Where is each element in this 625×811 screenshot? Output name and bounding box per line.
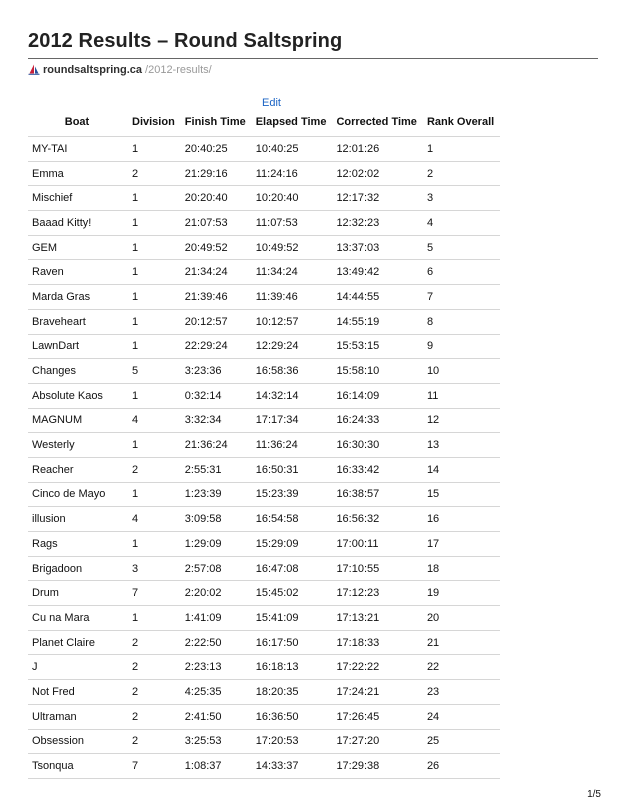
table-row — [28, 729, 500, 754]
cell-finish-time: 21:39:46 — [181, 285, 252, 310]
cell-rank-overall: 14 — [423, 457, 500, 482]
cell-boat-name: J — [28, 655, 128, 680]
cell-finish-time: 2:57:08 — [181, 556, 252, 581]
cell-finish-time: 22:29:24 — [181, 334, 252, 359]
cell-boat-name: Brigadoon — [28, 556, 128, 581]
title-divider — [28, 58, 598, 59]
cell-division: 2 — [128, 729, 181, 754]
cell-elapsed-time: 10:49:52 — [252, 235, 333, 260]
table-row — [28, 532, 500, 557]
cell-division: 1 — [128, 606, 181, 631]
table-row — [28, 507, 500, 532]
cell-corrected-time: 16:38:57 — [332, 482, 423, 507]
cell-elapsed-time: 10:12:57 — [252, 309, 333, 334]
cell-corrected-time: 17:27:20 — [332, 729, 423, 754]
cell-finish-time: 3:32:34 — [181, 408, 252, 433]
cell-division: 1 — [128, 186, 181, 211]
cell-elapsed-time: 17:20:53 — [252, 729, 333, 754]
page-number: 1/5 — [587, 789, 601, 800]
cell-finish-time: 21:36:24 — [181, 433, 252, 458]
cell-finish-time: 2:55:31 — [181, 457, 252, 482]
cell-boat-name: Planet Claire — [28, 630, 128, 655]
cell-corrected-time: 16:14:09 — [332, 383, 423, 408]
cell-finish-time: 3:23:36 — [181, 359, 252, 384]
source-url[interactable] — [28, 64, 212, 76]
cell-rank-overall: 17 — [423, 532, 500, 557]
cell-boat-name: Tsonqua — [28, 754, 128, 779]
cell-finish-time: 21:29:16 — [181, 161, 252, 186]
cell-rank-overall: 1 — [423, 137, 500, 162]
cell-rank-overall: 10 — [423, 359, 500, 384]
cell-boat-name: Absolute Kaos — [28, 383, 128, 408]
cell-division: 2 — [128, 457, 181, 482]
cell-corrected-time: 14:55:19 — [332, 309, 423, 334]
cell-boat-name: Cinco de Mayo — [28, 482, 128, 507]
cell-corrected-time: 15:58:10 — [332, 359, 423, 384]
cell-rank-overall: 11 — [423, 383, 500, 408]
table-row — [28, 482, 500, 507]
cell-boat-name: Marda Gras — [28, 285, 128, 310]
cell-finish-time: 20:49:52 — [181, 235, 252, 260]
cell-elapsed-time: 16:50:31 — [252, 457, 333, 482]
cell-boat-name: GEM — [28, 235, 128, 260]
cell-division: 1 — [128, 285, 181, 310]
cell-boat-name: Changes — [28, 359, 128, 384]
cell-boat-name: Braveheart — [28, 309, 128, 334]
cell-division: 7 — [128, 581, 181, 606]
cell-rank-overall: 24 — [423, 704, 500, 729]
cell-elapsed-time: 11:34:24 — [252, 260, 333, 285]
cell-elapsed-time: 11:39:46 — [252, 285, 333, 310]
table-row — [28, 235, 500, 260]
results-body — [28, 137, 500, 779]
cell-rank-overall: 13 — [423, 433, 500, 458]
source-path: /2012-results/ — [145, 64, 212, 76]
cell-division: 4 — [128, 507, 181, 532]
cell-finish-time: 2:41:50 — [181, 704, 252, 729]
table-row — [28, 137, 500, 162]
cell-division: 1 — [128, 532, 181, 557]
cell-boat-name: LawnDart — [28, 334, 128, 359]
cell-boat-name: Rags — [28, 532, 128, 557]
cell-rank-overall: 8 — [423, 309, 500, 334]
cell-elapsed-time: 14:33:37 — [252, 754, 333, 779]
cell-corrected-time: 17:22:22 — [332, 655, 423, 680]
cell-corrected-time: 17:10:55 — [332, 556, 423, 581]
cell-rank-overall: 23 — [423, 680, 500, 705]
table-row — [28, 383, 500, 408]
cell-rank-overall: 19 — [423, 581, 500, 606]
table-row — [28, 359, 500, 384]
cell-division: 4 — [128, 408, 181, 433]
table-row — [28, 408, 500, 433]
cell-corrected-time: 17:24:21 — [332, 680, 423, 705]
table-row — [28, 433, 500, 458]
cell-elapsed-time: 16:54:58 — [252, 507, 333, 532]
cell-finish-time: 20:40:25 — [181, 137, 252, 162]
cell-division: 1 — [128, 482, 181, 507]
cell-boat-name: Cu na Mara — [28, 606, 128, 631]
cell-rank-overall: 16 — [423, 507, 500, 532]
cell-division: 1 — [128, 211, 181, 236]
cell-elapsed-time: 11:36:24 — [252, 433, 333, 458]
table-row — [28, 630, 500, 655]
cell-corrected-time: 12:17:32 — [332, 186, 423, 211]
cell-boat-name: Drum — [28, 581, 128, 606]
cell-corrected-time: 17:26:45 — [332, 704, 423, 729]
cell-elapsed-time: 16:18:13 — [252, 655, 333, 680]
cell-rank-overall: 25 — [423, 729, 500, 754]
cell-rank-overall: 2 — [423, 161, 500, 186]
cell-corrected-time: 13:49:42 — [332, 260, 423, 285]
table-row — [28, 334, 500, 359]
table-row — [28, 754, 500, 779]
cell-division: 2 — [128, 655, 181, 680]
header-finish-time: Finish Time — [184, 116, 246, 128]
cell-rank-overall: 22 — [423, 655, 500, 680]
edit-link[interactable]: Edit — [262, 97, 281, 109]
cell-division: 2 — [128, 161, 181, 186]
cell-corrected-time: 16:33:42 — [332, 457, 423, 482]
cell-division: 2 — [128, 680, 181, 705]
table-row — [28, 260, 500, 285]
cell-rank-overall: 9 — [423, 334, 500, 359]
cell-division: 5 — [128, 359, 181, 384]
cell-division: 1 — [128, 334, 181, 359]
cell-elapsed-time: 14:32:14 — [252, 383, 333, 408]
cell-boat-name: Reacher — [28, 457, 128, 482]
table-row — [28, 457, 500, 482]
cell-corrected-time: 16:30:30 — [332, 433, 423, 458]
cell-rank-overall: 5 — [423, 235, 500, 260]
cell-finish-time: 2:22:50 — [181, 630, 252, 655]
cell-elapsed-time: 16:47:08 — [252, 556, 333, 581]
cell-rank-overall: 4 — [423, 211, 500, 236]
cell-elapsed-time: 16:58:36 — [252, 359, 333, 384]
cell-finish-time: 3:25:53 — [181, 729, 252, 754]
table-row — [28, 581, 500, 606]
cell-elapsed-time: 11:07:53 — [252, 211, 333, 236]
cell-finish-time: 1:23:39 — [181, 482, 252, 507]
cell-corrected-time: 16:56:32 — [332, 507, 423, 532]
header-corrected-time: Corrected Time — [336, 116, 417, 128]
cell-elapsed-time: 16:17:50 — [252, 630, 333, 655]
cell-rank-overall: 7 — [423, 285, 500, 310]
cell-boat-name: Obsession — [28, 729, 128, 754]
cell-boat-name: Emma — [28, 161, 128, 186]
table-row — [28, 309, 500, 334]
source-domain: roundsaltspring.ca — [43, 64, 143, 76]
cell-division: 1 — [128, 235, 181, 260]
cell-division: 2 — [128, 630, 181, 655]
header-boat: Boat — [64, 116, 90, 128]
cell-corrected-time: 14:44:55 — [332, 285, 423, 310]
cell-rank-overall: 6 — [423, 260, 500, 285]
cell-corrected-time: 15:53:15 — [332, 334, 423, 359]
cell-boat-name: Ultraman — [28, 704, 128, 729]
cell-boat-name: Raven — [28, 260, 128, 285]
cell-finish-time: 2:23:13 — [181, 655, 252, 680]
cell-elapsed-time: 18:20:35 — [252, 680, 333, 705]
table-row — [28, 161, 500, 186]
cell-rank-overall: 12 — [423, 408, 500, 433]
cell-boat-name: Baaad Kitty! — [28, 211, 128, 236]
table-row — [28, 211, 500, 236]
cell-rank-overall: 21 — [423, 630, 500, 655]
cell-corrected-time: 17:29:38 — [332, 754, 423, 779]
cell-elapsed-time: 10:40:25 — [252, 137, 333, 162]
cell-finish-time: 21:34:24 — [181, 260, 252, 285]
table-row — [28, 556, 500, 581]
cell-division: 3 — [128, 556, 181, 581]
cell-corrected-time: 12:01:26 — [332, 137, 423, 162]
cell-boat-name: illusion — [28, 507, 128, 532]
cell-finish-time: 1:08:37 — [181, 754, 252, 779]
cell-corrected-time: 17:13:21 — [332, 606, 423, 631]
cell-boat-name: Mischief — [28, 186, 128, 211]
cell-elapsed-time: 16:36:50 — [252, 704, 333, 729]
cell-finish-time: 20:20:40 — [181, 186, 252, 211]
table-row — [28, 186, 500, 211]
cell-corrected-time: 17:00:11 — [332, 532, 423, 557]
cell-elapsed-time: 15:23:39 — [252, 482, 333, 507]
cell-finish-time: 1:29:09 — [181, 532, 252, 557]
cell-corrected-time: 17:18:33 — [332, 630, 423, 655]
table-row — [28, 704, 500, 729]
header-division: Division — [132, 116, 175, 128]
cell-division: 1 — [128, 383, 181, 408]
cell-rank-overall: 3 — [423, 186, 500, 211]
cell-elapsed-time: 15:41:09 — [252, 606, 333, 631]
table-row — [28, 680, 500, 705]
results-table — [28, 111, 500, 779]
cell-elapsed-time: 11:24:16 — [252, 161, 333, 186]
table-row — [28, 606, 500, 631]
cell-finish-time: 0:32:14 — [181, 383, 252, 408]
cell-boat-name: Westerly — [28, 433, 128, 458]
page-title: 2012 Results – Round Saltspring — [28, 30, 343, 52]
cell-division: 1 — [128, 137, 181, 162]
cell-corrected-time: 13:37:03 — [332, 235, 423, 260]
cell-division: 1 — [128, 260, 181, 285]
cell-division: 2 — [128, 704, 181, 729]
cell-boat-name: MY-TAI — [28, 137, 128, 162]
cell-elapsed-time: 15:29:09 — [252, 532, 333, 557]
header-elapsed-time: Elapsed Time — [255, 116, 327, 128]
cell-finish-time: 2:20:02 — [181, 581, 252, 606]
cell-finish-time: 20:12:57 — [181, 309, 252, 334]
cell-division: 1 — [128, 433, 181, 458]
cell-rank-overall: 15 — [423, 482, 500, 507]
cell-finish-time: 21:07:53 — [181, 211, 252, 236]
cell-boat-name: Not Fred — [28, 680, 128, 705]
cell-corrected-time: 12:32:23 — [332, 211, 423, 236]
cell-rank-overall: 26 — [423, 754, 500, 779]
cell-finish-time: 4:25:35 — [181, 680, 252, 705]
table-row — [28, 655, 500, 680]
cell-elapsed-time: 17:17:34 — [252, 408, 333, 433]
table-row — [28, 285, 500, 310]
cell-division: 1 — [128, 309, 181, 334]
cell-rank-overall: 20 — [423, 606, 500, 631]
cell-elapsed-time: 15:45:02 — [252, 581, 333, 606]
sailboat-logo-icon — [28, 64, 40, 76]
cell-finish-time: 1:41:09 — [181, 606, 252, 631]
cell-corrected-time: 12:02:02 — [332, 161, 423, 186]
cell-division: 7 — [128, 754, 181, 779]
cell-corrected-time: 16:24:33 — [332, 408, 423, 433]
cell-rank-overall: 18 — [423, 556, 500, 581]
cell-finish-time: 3:09:58 — [181, 507, 252, 532]
cell-boat-name: MAGNUM — [28, 408, 128, 433]
cell-corrected-time: 17:12:23 — [332, 581, 423, 606]
header-rank-overall: Rank Overall — [426, 116, 495, 128]
cell-elapsed-time: 10:20:40 — [252, 186, 333, 211]
table-header-row — [28, 111, 500, 137]
cell-elapsed-time: 12:29:24 — [252, 334, 333, 359]
